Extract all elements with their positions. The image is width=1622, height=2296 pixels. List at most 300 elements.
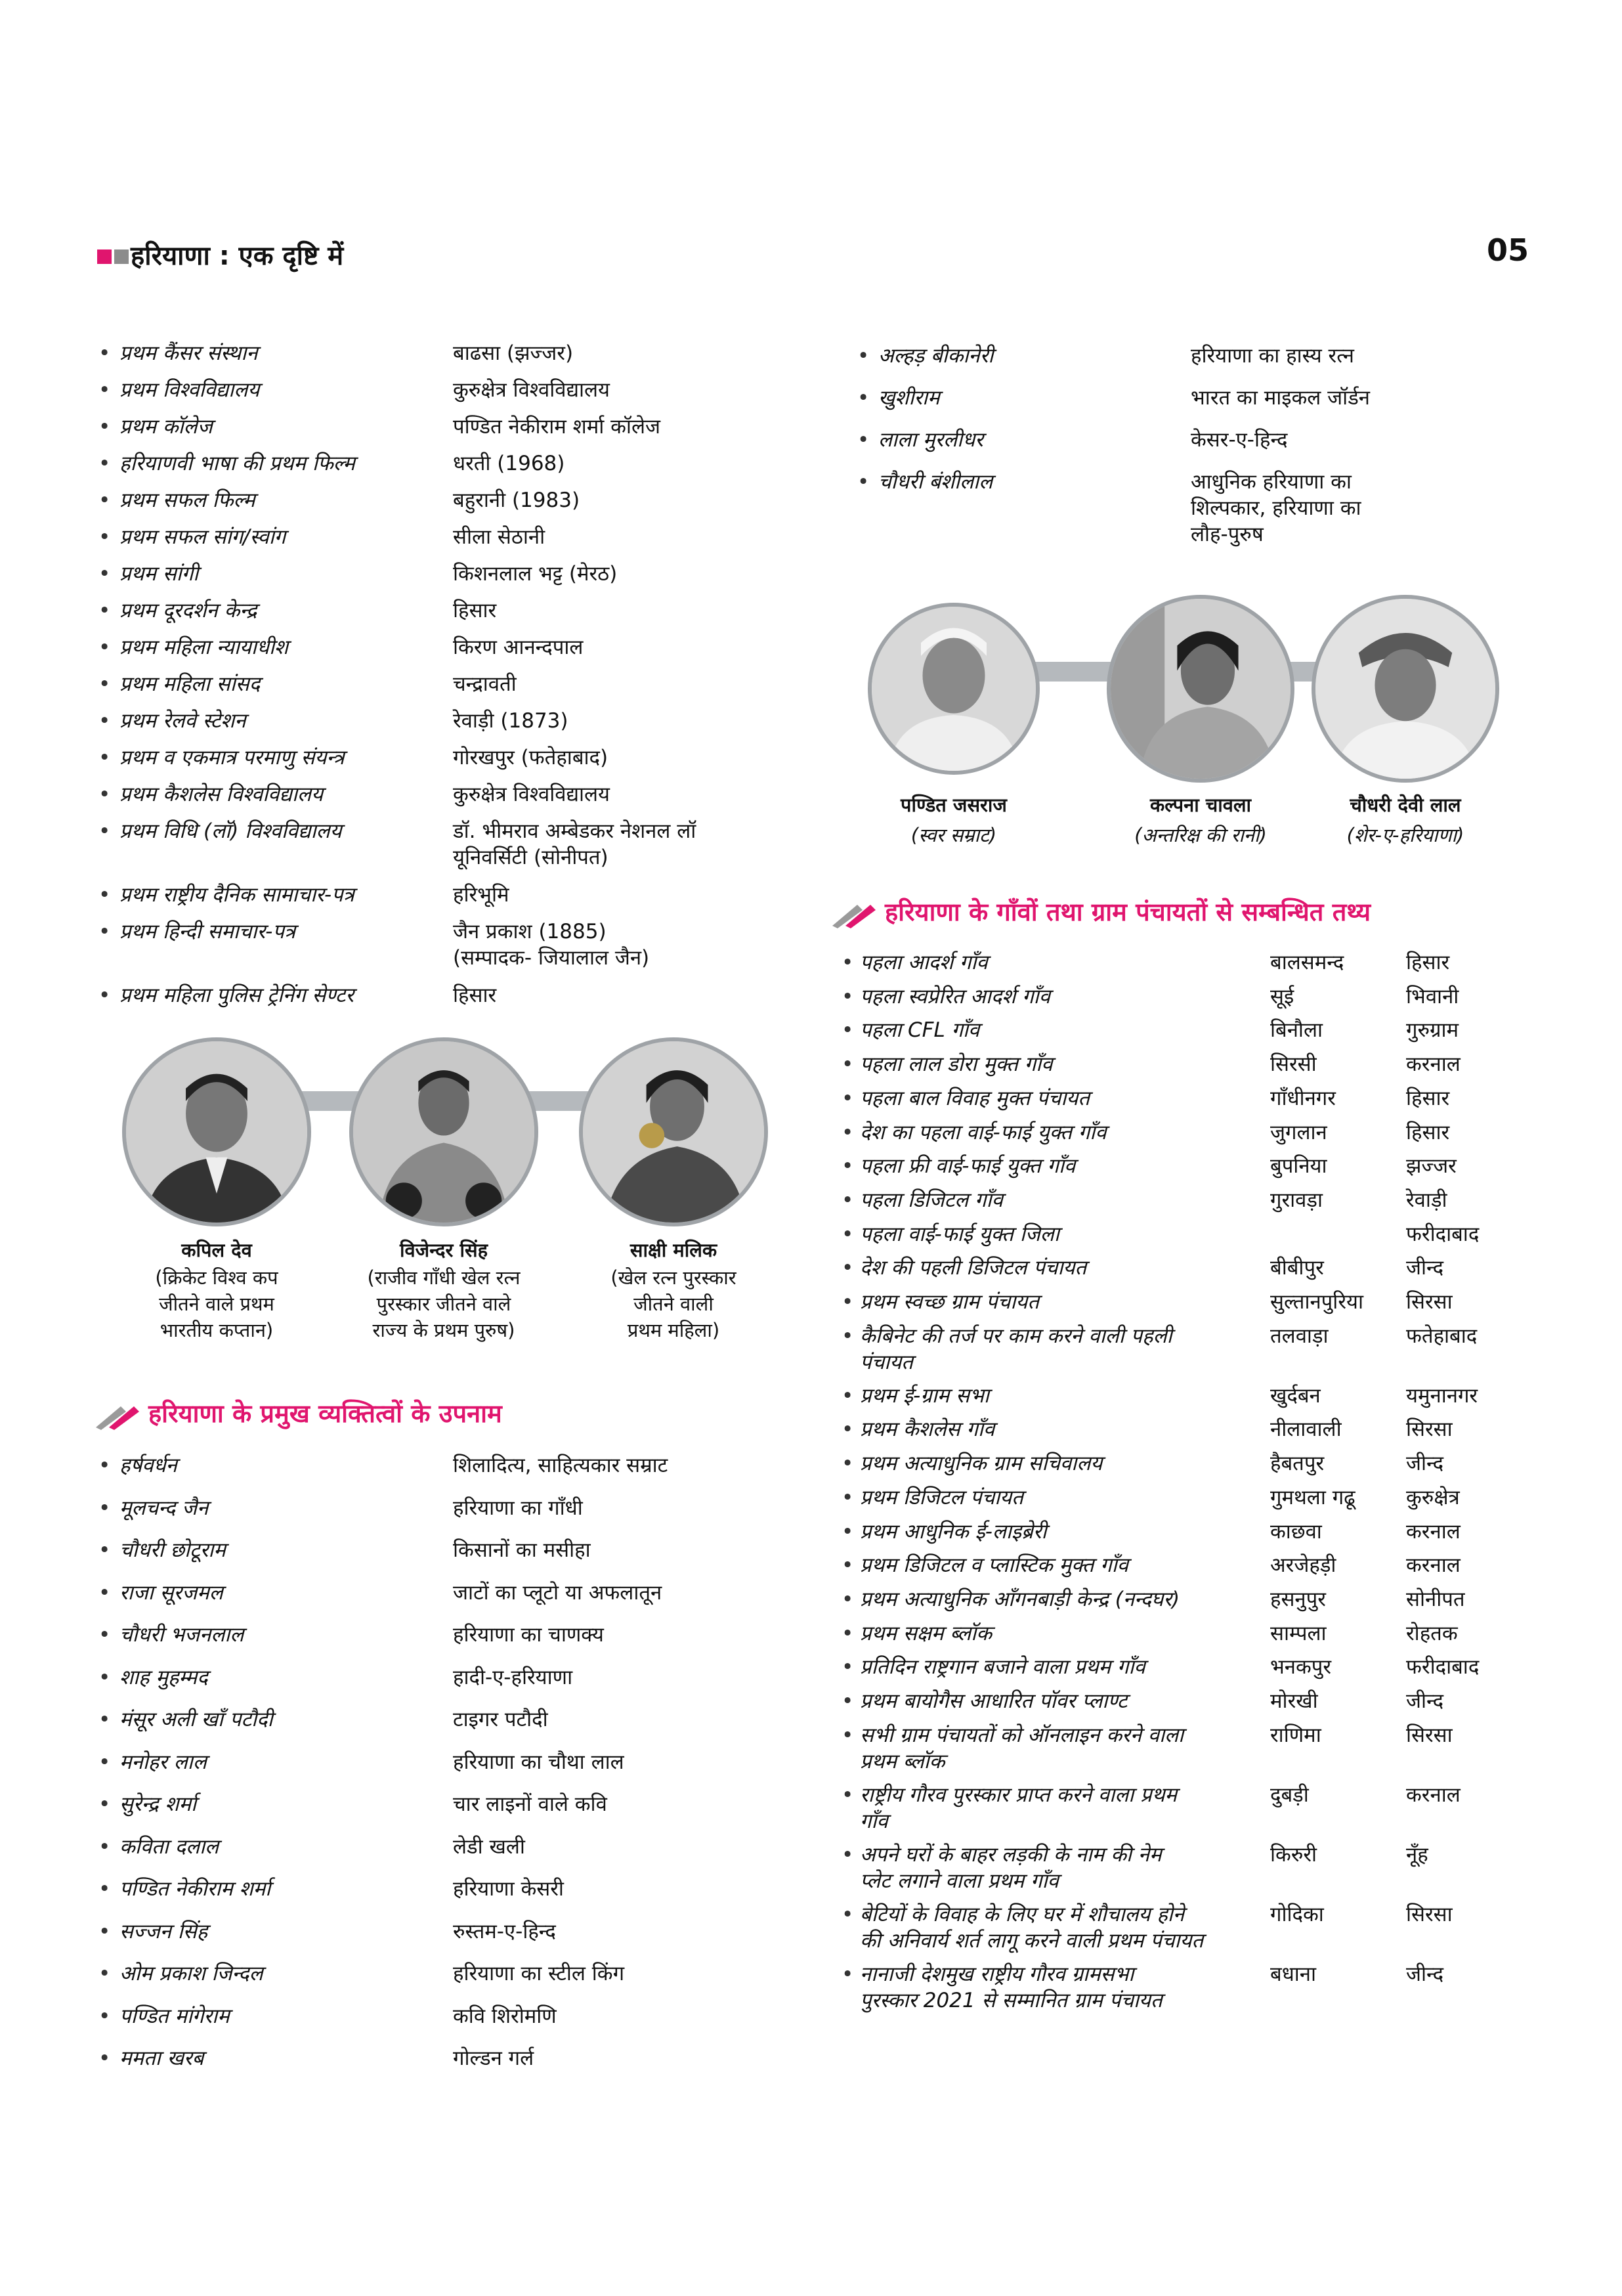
list-item — [98, 982, 788, 1008]
list-item — [98, 450, 788, 477]
table-row — [842, 1383, 1564, 1409]
list-item — [98, 1664, 788, 1691]
village-place: गुमथला गढू — [1270, 1485, 1355, 1509]
item-label: प्रथम राष्ट्रीय दैनिक सामाचार-पत्र — [119, 883, 354, 907]
village-place: खुर्दबन — [1270, 1383, 1321, 1408]
village-fact: नानाजी देशमुख राष्ट्रीय गौरव ग्रामसभा — [860, 1962, 1134, 1986]
kapil-dev-photo — [122, 1037, 311, 1226]
item-value: सीला सेठानी — [453, 525, 545, 549]
table-row — [842, 1051, 1564, 1077]
list-item — [98, 634, 788, 661]
table-row — [842, 1961, 1564, 2014]
item-value: टाइगर पटौदी — [453, 1708, 548, 1731]
village-fact: कैबिनेट की तर्ज पर काम करने वाली पहली — [860, 1324, 1172, 1348]
table-row — [842, 1187, 1564, 1213]
vijender-singh-photo — [349, 1037, 538, 1226]
bullet-icon: • — [857, 386, 870, 410]
village-district: जीन्द — [1406, 1689, 1444, 1713]
bullet-icon: • — [98, 883, 111, 907]
item-label: प्रथम विधि (लॉ) विश्वविद्यालय — [119, 819, 342, 843]
village-place: दुबड़ी — [1270, 1783, 1309, 1807]
item-value: हरियाणा का स्टील किंग — [453, 1962, 625, 1985]
village-district: भिवानी — [1406, 984, 1459, 1008]
list-item — [98, 597, 788, 624]
item-value: डॉ. भीमराव अम्बेडकर नेशनल लॉ — [453, 819, 696, 843]
table-row — [842, 1416, 1564, 1442]
caption-line: (राजीव गाँधी खेल रत्न — [367, 1267, 521, 1289]
table-row — [842, 1323, 1564, 1375]
item-label: प्रथम दूरदर्शन केन्द्र — [119, 599, 257, 622]
item-value: बहुरानी (1983) — [453, 488, 580, 512]
item-value: हरियाणा का चौथा लाल — [453, 1750, 624, 1774]
bullet-icon: • — [857, 344, 870, 368]
village-place: सूई — [1270, 984, 1294, 1008]
item-value: धरती (1968) — [453, 452, 565, 475]
table-row — [842, 1688, 1564, 1714]
village-district: नूँह — [1406, 1842, 1428, 1867]
item-value: गोल्डन गर्ल — [453, 2047, 534, 2070]
item-label: खुशीराम — [878, 386, 940, 410]
table-row — [842, 1586, 1564, 1613]
bullet-icon: • — [842, 1120, 854, 1144]
item-value: रेवाड़ी (1873) — [453, 709, 568, 733]
village-district: फरीदाबाद — [1406, 1222, 1480, 1246]
item-label: ओम प्रकाश जिन्दल — [119, 1962, 263, 1985]
bullet-icon: • — [842, 1154, 854, 1179]
bullet-icon: • — [842, 1222, 854, 1246]
item-value: जाटों का प्लूटो या अफलातून — [453, 1580, 662, 1605]
list-item — [98, 919, 788, 971]
village-fact: देश का पहला वाई-फाई युक्त गाँव — [860, 1120, 1107, 1144]
bullet-icon: • — [842, 1086, 854, 1110]
devi-lal-name: चौधरी देवी लाल — [1350, 794, 1461, 816]
item-label: प्रथम कैंसर संस्थान — [119, 341, 258, 365]
village-fact-line2: गाँव — [860, 1809, 888, 1833]
village-district: हिसार — [1406, 1120, 1450, 1144]
village-fact: पहला लाल डोरा मुक्त गाँव — [860, 1052, 1053, 1077]
item-value: भारत का माइकल जॉर्डन — [1191, 386, 1371, 410]
item-label: प्रथम कैशलेस विश्वविद्यालय — [119, 783, 324, 806]
list-item — [98, 745, 788, 771]
village-place: तलवाड़ा — [1270, 1324, 1329, 1348]
village-place: हैबतपुर — [1270, 1452, 1325, 1476]
village-district: झज्जर — [1406, 1154, 1457, 1179]
bullet-icon: • — [98, 1792, 111, 1816]
village-district: करनाल — [1406, 1783, 1461, 1807]
item-label: प्रथम महिला सांसद — [119, 672, 261, 696]
caption-line: भारतीय कप्तान) — [160, 1319, 274, 1341]
bullet-icon: • — [98, 746, 111, 769]
item-label: लाला मुरलीधर — [878, 428, 983, 452]
village-place: राणिमा — [1270, 1723, 1321, 1747]
villages-heading — [831, 894, 1579, 934]
bullet-icon: • — [98, 984, 111, 1007]
item-label: पण्डित मांगेराम — [119, 2004, 230, 2028]
caption-line: प्रथम महिला) — [627, 1319, 720, 1341]
village-place: काछवा — [1270, 1519, 1322, 1544]
item-value: हरियाणा केसरी — [453, 1877, 564, 1901]
item-value: बाढसा (झज्जर) — [453, 341, 574, 365]
bullet-icon: • — [98, 1708, 111, 1731]
village-place: गोदिका — [1270, 1902, 1324, 1926]
village-fact: पहला CFL गाँव — [860, 1018, 980, 1043]
item-value-line2: यूनिवर्सिटी (सोनीपत) — [453, 846, 608, 869]
village-place: अरजेहड़ी — [1270, 1553, 1336, 1578]
bullet-icon: • — [842, 1324, 854, 1348]
village-fact: राष्ट्रीय गौरव पुरस्कार प्राप्त करने वाला प्रथम — [860, 1783, 1178, 1807]
village-fact: पहला बाल विवाह मुक्त पंचायत — [860, 1086, 1090, 1110]
list-item — [98, 561, 788, 587]
table-row — [842, 1552, 1564, 1578]
list-item — [857, 385, 1540, 411]
item-label: प्रथम व एकमात्र परमाणु संयन्त्र — [119, 746, 345, 769]
bullet-icon: • — [98, 1496, 111, 1520]
kapil-dev-name: कपिल देव — [181, 1239, 252, 1261]
item-value-line2: (सम्पादक- जियालाल जैन) — [453, 946, 650, 970]
village-fact: प्रथम स्वच्छ ग्राम पंचायत — [860, 1290, 1040, 1314]
item-value: हरियाणा का हास्य रत्न — [1191, 344, 1354, 368]
item-label: ममता खरब — [119, 2047, 204, 2070]
item-label: प्रथम हिन्दी समाचार-पत्र — [119, 920, 296, 943]
list-item — [98, 1495, 788, 1521]
village-fact: प्रथम अत्याधुनिक आँगनबाड़ी केन्द्र (नन्दघर) — [860, 1587, 1180, 1611]
devi-lal-caption: (शेर-ए-हरियाणा) — [1346, 824, 1464, 846]
caption-line: जीतने वाले प्रथम — [159, 1293, 274, 1315]
item-value: आधुनिक हरियाणा का — [1191, 470, 1352, 494]
village-district: हिसार — [1406, 1086, 1450, 1110]
village-place: बीबीपुर — [1270, 1256, 1324, 1280]
caption-line: (क्रिकेट विश्व कप — [155, 1267, 278, 1289]
pandit-jasraj-photo — [868, 603, 1040, 775]
village-place: हसनुपुर — [1270, 1587, 1326, 1611]
bullet-icon: • — [842, 1689, 854, 1713]
item-label: प्रथम कॉलेज — [119, 415, 213, 439]
village-fact: प्रथम बायोगैस आधारित पॉवर प्लाण्ट — [860, 1689, 1128, 1713]
village-district: जीन्द — [1406, 1452, 1444, 1476]
item-label: चौधरी भजनलाल — [119, 1623, 244, 1647]
bullet-icon: • — [98, 636, 111, 659]
list-item — [98, 1876, 788, 1902]
bullet-icon: • — [857, 470, 870, 494]
bullet-icon: • — [98, 709, 111, 733]
table-row — [842, 1119, 1564, 1146]
bullet-icon: • — [98, 1538, 111, 1562]
bullet-icon: • — [857, 428, 870, 452]
village-place: सिरसी — [1270, 1052, 1317, 1077]
item-value: गोरखपुर (फतेहाबाद) — [453, 746, 608, 769]
list-item — [98, 1834, 788, 1860]
sakshi-malik-photo — [579, 1037, 768, 1226]
item-label: शाह मुहम्मद — [119, 1665, 208, 1689]
bullet-icon: • — [842, 1052, 854, 1077]
item-label: चौधरी छोटूराम — [119, 1538, 226, 1562]
bullet-icon: • — [98, 562, 111, 586]
village-fact-line2: पंचायत — [860, 1350, 913, 1374]
bullet-icon: • — [842, 1383, 854, 1408]
bullet-icon: • — [842, 1188, 854, 1212]
bullet-icon: • — [98, 378, 111, 402]
table-row — [842, 1450, 1564, 1477]
village-fact: प्रथम डिजिटल व प्लास्टिक मुक्त गाँव — [860, 1553, 1128, 1578]
bullet-icon: • — [842, 1485, 854, 1509]
table-row — [842, 1620, 1564, 1647]
table-row — [842, 1017, 1564, 1043]
list-item — [98, 1706, 788, 1733]
bullet-icon: • — [98, 1454, 111, 1477]
bullet-icon: • — [98, 819, 111, 843]
bullet-icon: • — [98, 1750, 111, 1774]
village-district: करनाल — [1406, 1519, 1461, 1544]
village-fact-line2: की अनिवार्य शर्त लागू करने वाली प्रथम पंचायत — [860, 1928, 1204, 1953]
bullet-icon: • — [98, 672, 111, 696]
village-place: गाँधीनगर — [1270, 1086, 1336, 1110]
village-fact: सभी ग्राम पंचायतों को ऑनलाइन करने वाला — [860, 1723, 1184, 1747]
sakshi-malik-caption — [553, 1265, 794, 1343]
item-value: केसर-ए-हिन्द — [1191, 428, 1288, 452]
item-label: राजा सूरजमल — [119, 1580, 223, 1605]
vijender-singh-name: विजेन्दर सिंह — [400, 1239, 488, 1261]
bullet-icon: • — [98, 2047, 111, 2070]
list-item — [857, 427, 1540, 453]
item-value: किसानों का मसीहा — [453, 1538, 591, 1562]
pandit-jasraj-caption: (स्वर सम्राट) — [910, 824, 997, 846]
list-item — [98, 1918, 788, 1945]
item-value: कुरुक्षेत्र विश्वविद्यालय — [453, 783, 610, 806]
list-item — [98, 340, 788, 366]
item-value: लेडी खली — [453, 1834, 525, 1859]
page-title: हरियाणा : एक दृष्टि में — [131, 241, 344, 271]
bullet-icon: • — [98, 1665, 111, 1689]
list-item — [857, 343, 1540, 369]
item-label: प्रथम सफल सांग/स्वांग — [119, 525, 286, 549]
item-value: किरण आनन्दपाल — [453, 636, 584, 659]
kalpana-chawla-photo — [1107, 595, 1294, 783]
vijender-singh-caption — [323, 1265, 565, 1343]
village-fact: पहला आदर्श गाँव — [860, 951, 988, 974]
sakshi-malik-name: साक्षी मलिक — [630, 1239, 717, 1261]
village-district: करनाल — [1406, 1553, 1461, 1578]
bullet-icon: • — [842, 1723, 854, 1747]
kalpana-chawla-name: कल्पना चावला — [1149, 794, 1252, 816]
village-place: जुगलान — [1270, 1120, 1327, 1144]
list-item — [98, 1791, 788, 1817]
village-district: फरीदाबाद — [1406, 1655, 1480, 1679]
table-row — [842, 1722, 1564, 1775]
table-row — [842, 984, 1564, 1010]
nicknames-heading-text: हरियाणा के प्रमुख व्यक्तित्वों के उपनाम — [148, 1399, 502, 1428]
bullet-icon: • — [842, 1553, 854, 1578]
village-district: फतेहाबाद — [1406, 1324, 1478, 1348]
table-row — [842, 1221, 1564, 1247]
village-place: बधाना — [1270, 1962, 1317, 1986]
item-label: कविता दलाल — [119, 1834, 219, 1859]
village-fact: प्रथम अत्याधुनिक ग्राम सचिवालय — [860, 1452, 1103, 1476]
pencil-stripe-icon — [95, 1401, 142, 1430]
bullet-icon: • — [98, 1919, 111, 1943]
item-value: कुरुक्षेत्र विश्वविद्यालय — [453, 378, 610, 402]
list-item — [98, 414, 788, 440]
kapil-dev-caption — [96, 1265, 337, 1343]
village-fact: प्रतिदिन राष्ट्रगान बजाने वाला प्रथम गाँव — [860, 1655, 1145, 1679]
village-district: जीन्द — [1406, 1256, 1444, 1280]
bullet-icon: • — [842, 1587, 854, 1611]
item-label: सुरेन्द्र शर्मा — [119, 1792, 197, 1816]
table-row — [842, 1484, 1564, 1511]
list-item — [98, 1537, 788, 1563]
bullet-icon: • — [98, 341, 111, 365]
village-district: यमुनानगर — [1406, 1383, 1478, 1408]
item-value: हादी-ए-हरियाणा — [453, 1665, 573, 1689]
village-district: कुरुक्षेत्र — [1406, 1485, 1460, 1509]
list-item — [98, 2003, 788, 2029]
pencil-stripe-icon — [831, 899, 878, 928]
nicknames-heading — [95, 1396, 751, 1435]
bullet-icon: • — [98, 1580, 111, 1605]
item-label: मूलचन्द जैन — [119, 1496, 209, 1520]
item-value: कवि शिरोमणि — [453, 2004, 557, 2028]
bullet-icon: • — [842, 1418, 854, 1442]
item-value: रुस्तम-ए-हिन्द — [453, 1919, 556, 1943]
village-district: गुरुग्राम — [1406, 1018, 1459, 1043]
item-label: प्रथम महिला पुलिस ट्रेनिंग सेण्टर — [119, 984, 354, 1007]
village-district: जीन्द — [1406, 1962, 1444, 1986]
bullet-icon: • — [842, 1655, 854, 1679]
bullet-icon: • — [842, 1962, 854, 1986]
village-fact: बेटियों के विवाह के लिए घर में शौचालय होने — [860, 1902, 1185, 1926]
village-place: गुरावड़ा — [1270, 1188, 1323, 1212]
list-item — [98, 1622, 788, 1648]
bullet-icon: • — [98, 452, 111, 475]
item-label: मनोहर लाल — [119, 1750, 207, 1774]
bullet-icon: • — [98, 920, 111, 943]
item-value: पण्डित नेकीराम शर्मा कॉलेज — [453, 415, 660, 439]
caption-line: पुरस्कार जीतने वाले — [376, 1293, 511, 1315]
bullet-icon: • — [842, 1018, 854, 1043]
table-row — [842, 1842, 1564, 1894]
table-row — [842, 1255, 1564, 1281]
pandit-jasraj-name: पण्डित जसराज — [901, 794, 1007, 816]
item-value: हरियाणा का गाँधी — [453, 1496, 583, 1520]
bullet-icon: • — [842, 1452, 854, 1476]
village-place: मोरखी — [1270, 1689, 1318, 1713]
bullet-icon: • — [98, 1623, 111, 1647]
item-label: सज्जन सिंह — [119, 1919, 208, 1943]
header-square-pink — [97, 249, 112, 264]
devi-lal-photo — [1312, 595, 1499, 783]
village-fact: प्रथम कैशलेस गाँव — [860, 1418, 995, 1442]
village-fact: देश की पहली डिजिटल पंचायत — [860, 1256, 1087, 1280]
bullet-icon: • — [98, 783, 111, 806]
table-row — [842, 1289, 1564, 1315]
table-row — [842, 1153, 1564, 1179]
village-district: करनाल — [1406, 1052, 1461, 1077]
item-value-line2: शिल्पकार, हरियाणा का — [1191, 496, 1361, 520]
header-square-grey — [114, 249, 129, 264]
villages-heading-text: हरियाणा के गाँवों तथा ग्राम पंचायतों से सम्बन्धित तथ्य — [885, 898, 1371, 926]
item-value: हरिभूमि — [453, 883, 509, 907]
list-item — [98, 1452, 788, 1479]
village-place: बुपनिया — [1270, 1154, 1327, 1179]
village-place: सुल्तानपुरिया — [1270, 1290, 1364, 1314]
village-fact: पहला फ्री वाई-फाई युक्त गाँव — [860, 1154, 1076, 1179]
list-item — [98, 781, 788, 808]
list-item — [98, 2045, 788, 2071]
item-label: हरियाणवी भाषा की प्रथम फिल्म — [119, 452, 355, 475]
village-place: किरुरी — [1270, 1842, 1317, 1867]
list-item — [98, 1580, 788, 1606]
item-label: प्रथम महिला न्यायाधीश — [119, 636, 289, 659]
village-fact: प्रथम डिजिटल पंचायत — [860, 1485, 1023, 1509]
table-row — [842, 1654, 1564, 1680]
village-fact-line2: प्रथम ब्लॉक — [860, 1749, 945, 1773]
list-item — [98, 671, 788, 697]
village-place: नीलावाली — [1270, 1418, 1342, 1442]
kalpana-chawla-caption: (अन्तरिक्ष की रानी) — [1134, 824, 1267, 846]
bullet-icon: • — [98, 1834, 111, 1859]
village-fact: पहला स्वप्रेरित आदर्श गाँव — [860, 984, 1050, 1008]
village-fact: प्रथम ई-ग्राम सभा — [860, 1383, 989, 1408]
list-item — [98, 708, 788, 734]
village-district: सिरसा — [1406, 1723, 1453, 1747]
bullet-icon: • — [98, 415, 111, 439]
list-item — [98, 377, 788, 403]
village-place: बिनौला — [1270, 1018, 1323, 1043]
bullet-icon: • — [842, 1902, 854, 1926]
list-item — [98, 818, 788, 871]
village-place: बालसमन्द — [1270, 951, 1344, 974]
bullet-icon: • — [842, 1256, 854, 1280]
village-fact: पहला वाई-फाई युक्त जिला — [860, 1222, 1059, 1246]
list-item — [98, 1749, 788, 1775]
village-fact: अपने घरों के बाहर लड़की के नाम की नेम — [860, 1842, 1162, 1867]
village-district: सिरसा — [1406, 1902, 1453, 1926]
item-label: चौधरी बंशीलाल — [878, 470, 993, 494]
caption-line: (खेल रत्न पुरस्कार — [610, 1267, 736, 1289]
item-value: शिलादित्य, साहित्यकार सम्राट — [453, 1454, 668, 1477]
table-row — [842, 1085, 1564, 1112]
item-label: हर्षवर्धन — [119, 1454, 177, 1477]
village-fact: प्रथम सक्षम ब्लॉक — [860, 1621, 992, 1645]
caption-line: राज्य के प्रथम पुरुष) — [372, 1319, 515, 1341]
village-district: सिरसा — [1406, 1290, 1453, 1314]
village-fact-line2: प्लेट लगाने वाला प्रथम गाँव — [860, 1869, 1059, 1893]
item-label: प्रथम सांगी — [119, 562, 199, 586]
list-item — [98, 882, 788, 908]
bullet-icon: • — [842, 1290, 854, 1314]
item-label: पण्डित नेकीराम शर्मा — [119, 1877, 271, 1901]
list-item — [98, 487, 788, 513]
item-value: हरियाणा का चाणक्य — [453, 1623, 604, 1647]
list-item — [857, 469, 1540, 548]
list-item — [98, 524, 788, 550]
bullet-icon: • — [842, 984, 854, 1008]
item-value: चार लाइनों वाले कवि — [453, 1792, 607, 1816]
bullet-icon: • — [98, 525, 111, 549]
item-value: किशनलाल भट्ट (मेरठ) — [453, 562, 618, 586]
item-label: प्रथम सफल फिल्म — [119, 488, 255, 512]
item-value: हिसार — [453, 599, 497, 622]
bullet-icon: • — [842, 951, 854, 974]
village-fact: पहला डिजिटल गाँव — [860, 1188, 1003, 1212]
village-district: रेवाड़ी — [1406, 1188, 1447, 1212]
bullet-icon: • — [842, 1621, 854, 1645]
bullet-icon: • — [98, 488, 111, 512]
table-row — [842, 1782, 1564, 1834]
village-district: सिरसा — [1406, 1418, 1453, 1442]
village-district: सोनीपत — [1406, 1587, 1465, 1611]
item-label: प्रथम विश्वविद्यालय — [119, 378, 260, 402]
item-value: हिसार — [453, 984, 497, 1007]
